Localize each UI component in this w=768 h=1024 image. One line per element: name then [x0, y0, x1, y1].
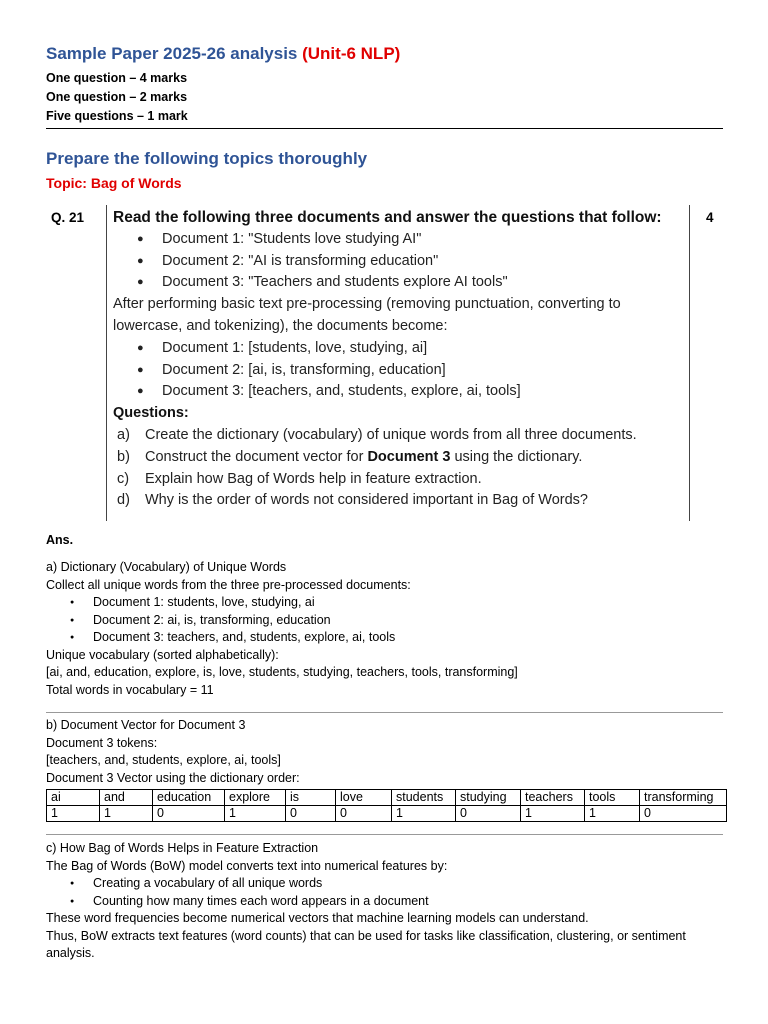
title-unit: (Unit-6 NLP) [302, 44, 401, 63]
question-right-border [689, 205, 690, 521]
document-vector-table [46, 789, 727, 822]
divider [46, 834, 723, 835]
table-cell: teachers [521, 790, 585, 806]
table-cell: 1 [585, 806, 640, 822]
list-item: ● Counting how many times each word appears in a document [46, 893, 726, 911]
answer-a-list [46, 594, 726, 647]
preprocess-text: After performing basic text pre-processing (removing punctuation, converting to lowercase, and tokenizing), the documents become: [113, 296, 621, 334]
marks-line-3: Five questions – 1 mark [46, 109, 188, 123]
table-cell: is [286, 790, 336, 806]
sub-question-a: a) Create the dictionary (vocabulary) of unique words from all three documents. [117, 426, 637, 443]
token-list [113, 338, 683, 403]
vocab-list: [ai, and, education, explore, is, love, students, studying, teachers, tools, transforming] [46, 665, 518, 679]
list-item: ● Creating a vocabulary of all unique words [46, 875, 726, 893]
table-cell: studying [456, 790, 521, 806]
table-cell: 1 [100, 806, 153, 822]
answer-label: Ans. [46, 533, 74, 547]
list-item: ● Document 1: students, love, studying, ai [46, 594, 726, 612]
table-cell: 1 [47, 806, 100, 822]
list-item: ● Document 1: "Students love studying AI" [113, 229, 683, 251]
table-cell: 1 [521, 806, 585, 822]
document-list [113, 229, 683, 294]
table-cell: transforming [640, 790, 727, 806]
answer-c-intro: The Bag of Words (BoW) model converts text into numerical features by: [46, 858, 448, 873]
tokens-list: [teachers, and, students, explore, ai, tools] [46, 753, 281, 767]
answer-b [46, 717, 726, 787]
answer-c-list [46, 875, 726, 910]
table-cell: and [100, 790, 153, 806]
questions-label: Questions: [113, 405, 189, 422]
page-title [46, 44, 400, 64]
answer-a [46, 559, 726, 699]
section-heading: Prepare the following topics thoroughly [46, 149, 368, 168]
list-item: ● Document 2: "AI is transforming education" [113, 251, 683, 273]
title-main: Sample Paper 2025-26 analysis [46, 44, 303, 63]
list-item: ● Document 2: ai, is, transforming, education [46, 612, 726, 630]
table-cell: love [336, 790, 392, 806]
table-header-row [47, 790, 727, 806]
table-cell: education [153, 790, 225, 806]
table-cell: students [392, 790, 456, 806]
table-cell: 0 [640, 806, 727, 822]
table-cell: tools [585, 790, 640, 806]
tokens-label: Document 3 tokens: [46, 735, 158, 750]
marks-line-1: One question – 4 marks [46, 71, 188, 85]
question-left-border [106, 205, 107, 521]
sub-question-c: c) Explain how Bag of Words help in feature extraction. [117, 470, 482, 487]
table-row [47, 806, 727, 822]
marks-line-2: One question – 2 marks [46, 90, 188, 104]
table-cell: 0 [153, 806, 225, 822]
table-cell: 0 [456, 806, 521, 822]
list-item: ● Document 2: [ai, is, transforming, education] [113, 360, 683, 382]
answer-b-title: b) Document Vector for Document 3 [46, 718, 246, 732]
question-marks: 4 [706, 210, 714, 225]
question-heading: Read the following three documents and answer the questions that follow: [113, 209, 662, 226]
question-number: Q. 21 [51, 210, 85, 225]
vocab-total: Total words in vocabulary = 11 [46, 682, 214, 697]
sub-question-d: d) Why is the order of words not considered important in Bag of Words? [117, 492, 589, 509]
answer-a-intro: Collect all unique words from the three pre-processed documents: [46, 577, 411, 592]
answer-c-title: c) How Bag of Words Helps in Feature Extraction [46, 841, 319, 855]
sub-question-b: b) Construct the document vector for Document 3 using the dictionary. [117, 448, 583, 465]
question-body [113, 207, 683, 512]
list-item: ● Document 3: "Teachers and students explore AI tools" [113, 272, 683, 294]
table-cell: 1 [392, 806, 456, 822]
topic-label: Topic: Bag of Words [46, 175, 182, 191]
table-cell: 0 [336, 806, 392, 822]
table-cell: explore [225, 790, 286, 806]
table-cell: 0 [286, 806, 336, 822]
answer-c-paragraph-1: These word frequencies become numerical vectors that machine learning models can understand. [46, 911, 589, 925]
table-cell: ai [47, 790, 100, 806]
vector-label: Document 3 Vector using the dictionary order: [46, 770, 300, 785]
list-item: ● Document 3: [teachers, and, students, explore, ai, tools] [113, 381, 683, 403]
divider [46, 712, 723, 713]
table-cell: 1 [225, 806, 286, 822]
list-item: ● Document 3: teachers, and, students, explore, ai, tools [46, 629, 726, 647]
answer-c-paragraph-2: Thus, BoW extracts text features (word counts) that can be used for tasks like classification, clustering, or sentiment analysis. [46, 928, 686, 960]
answer-a-title: a) Dictionary (Vocabulary) of Unique Words [46, 560, 287, 574]
list-item: ● Document 1: [students, love, studying, ai] [113, 338, 683, 360]
divider [46, 128, 723, 129]
vocab-label: Unique vocabulary (sorted alphabetically): [46, 647, 279, 662]
answer-c [46, 840, 726, 963]
